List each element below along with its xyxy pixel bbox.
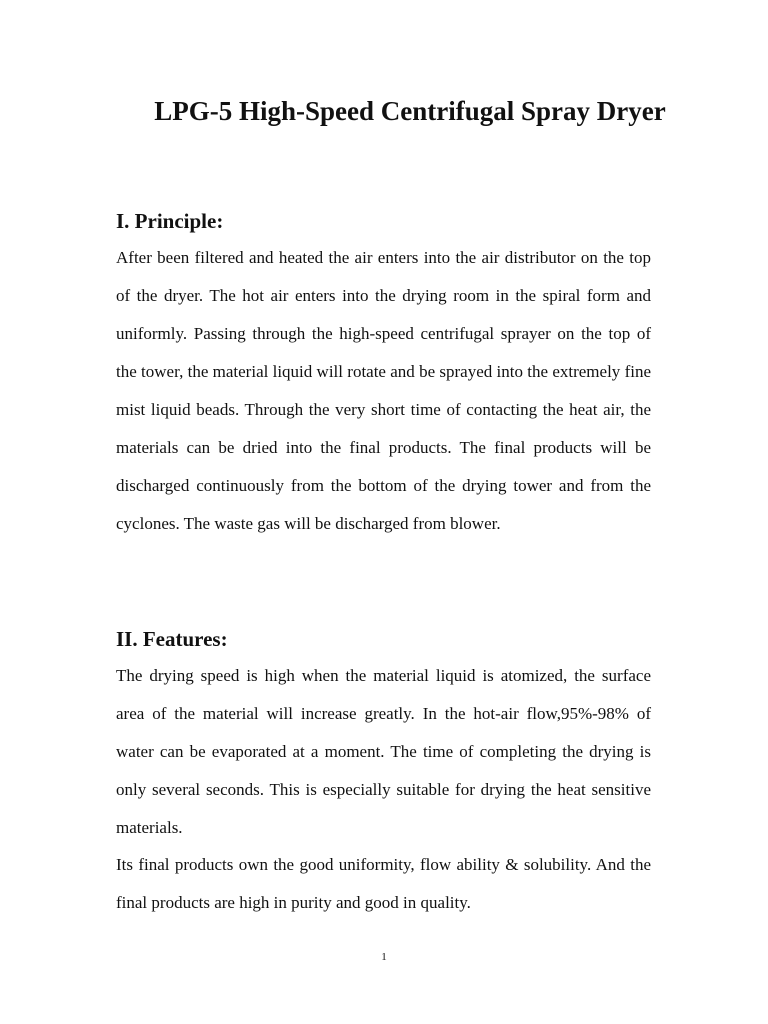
section-heading-features: II. Features: xyxy=(116,627,228,651)
document-title: LPG-5 High-Speed Centrifugal Spray Dryer xyxy=(154,96,666,126)
principle-paragraph: After been filtered and heated the air enters into the air distributor on the top of the dryer. The hot air enters into the drying room in the spiral form and uniformly. Passing through the high-speed centrifugal sprayer on the top of the tower, the material liquid will rotate and be sprayed into the extremely fine mist liquid beads. Through the very short time of contacting the heat air, the materials can be dried into the final products. The final products will be discharged continuously from the bottom of the drying tower and from the cyclones. The waste gas will be discharged from blower. xyxy=(116,248,651,533)
features-paragraph-2: Its final products own the good uniformity, flow ability & solubility. And the final products are high in purity and good in quality. xyxy=(116,855,651,912)
features-paragraph-1: The drying speed is high when the material liquid is atomized, the surface area of the material will increase greatly. In the hot-air flow,95%-98% of water can be evaporated at a moment. The time of completing the drying is only several seconds. This is especially suitable for drying the heat sensitive materials. xyxy=(116,666,651,837)
page-number: 1 xyxy=(381,951,387,963)
section-heading-principle: I. Principle: xyxy=(116,209,224,233)
